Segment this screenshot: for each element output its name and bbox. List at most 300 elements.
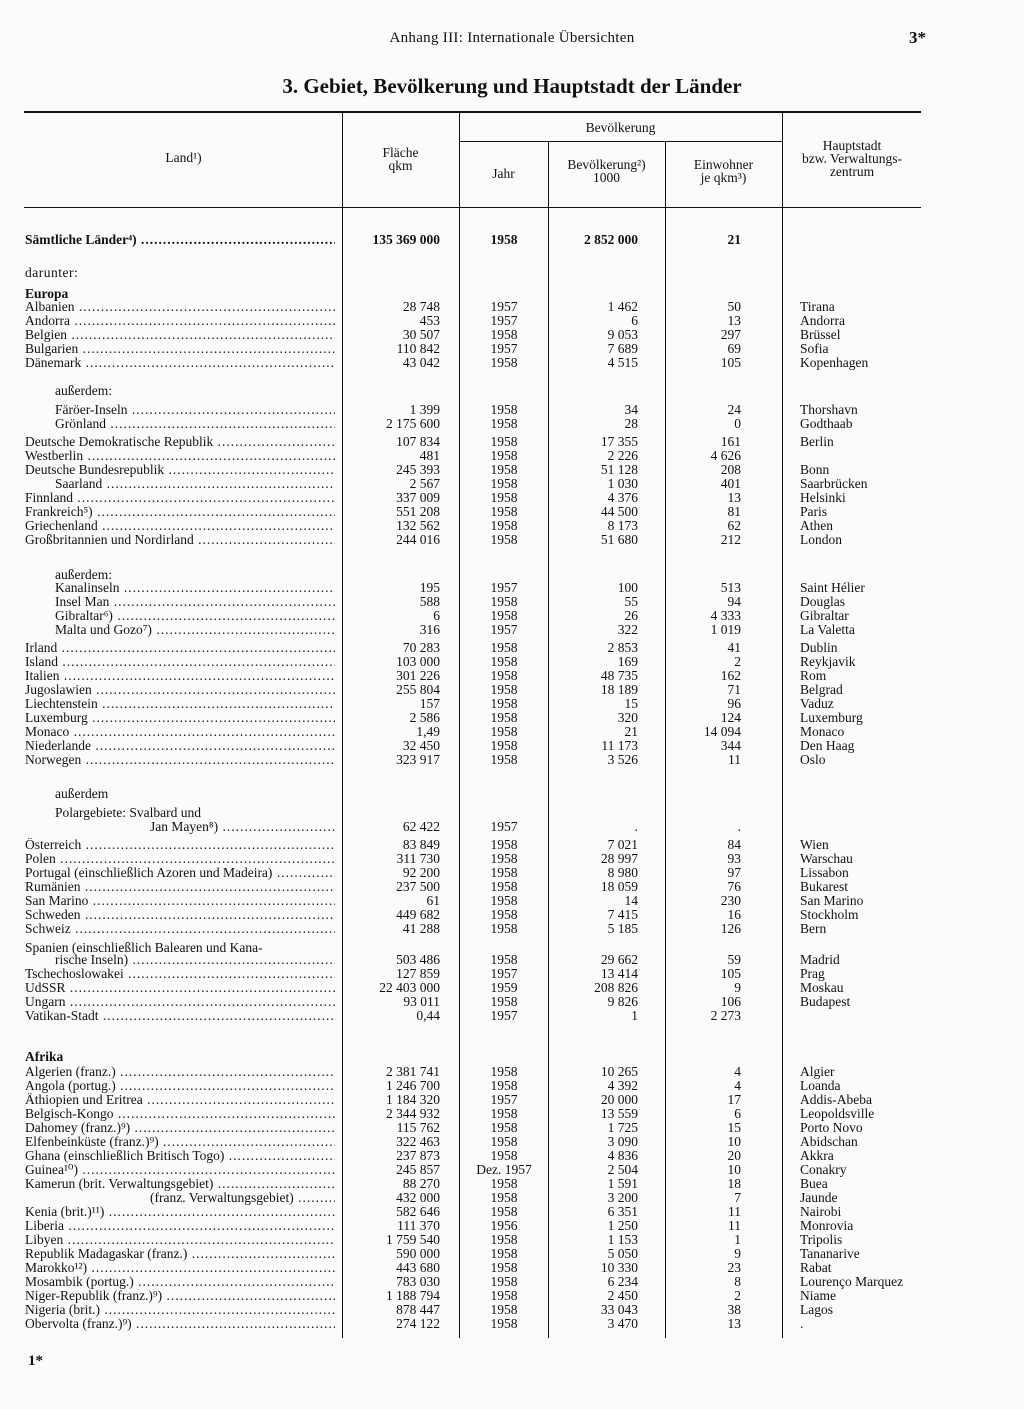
table-row <box>0 1050 1024 1064</box>
cell-land: Westberlin ..... <box>25 449 335 463</box>
cell-bevoelkerung: 3 090 <box>607 1134 638 1149</box>
cell-land: außerdem <box>55 787 109 801</box>
cell-land: Island ..... <box>25 655 335 669</box>
cell-hauptstadt: Niame <box>800 1288 836 1303</box>
cell-flaeche: 1 188 794 <box>386 1288 440 1303</box>
table-row <box>0 1275 1024 1289</box>
table-row <box>0 838 1024 852</box>
cell-land: Marokko¹²) ..... <box>25 1261 335 1275</box>
cell-land: Insel Man ..... <box>55 595 335 609</box>
cell-jahr: 1958 <box>490 1246 518 1261</box>
table-row <box>0 328 1024 342</box>
cell-flaeche: 582 646 <box>396 1204 440 1219</box>
cell-land: Portugal (einschließlich Azoren und Madeira) ..... <box>25 866 335 880</box>
table-row <box>0 739 1024 753</box>
cell-jahr: 1957 <box>490 1008 518 1023</box>
cell-einwohner-je-qkm: 9 <box>734 980 741 995</box>
cell-flaeche: 88 270 <box>402 1176 440 1191</box>
cell-flaeche: 322 463 <box>396 1134 440 1149</box>
cell-hauptstadt: Loanda <box>800 1078 841 1093</box>
cell-hauptstadt: Berlin <box>800 434 834 449</box>
cell-hauptstadt: Tripolis <box>800 1232 843 1247</box>
cell-land: Albanien ..... <box>25 300 335 314</box>
cell-einwohner-je-qkm: . <box>737 819 741 834</box>
cell-jahr: 1957 <box>490 580 518 595</box>
cell-land: Liechtenstein ..... <box>25 697 335 711</box>
table-row <box>0 953 1024 967</box>
table-row <box>0 463 1024 477</box>
cell-flaeche: 30 507 <box>402 327 440 342</box>
cell-bevoelkerung: 7 021 <box>607 837 638 852</box>
table-row <box>0 519 1024 533</box>
cell-jahr: 1958 <box>490 434 518 449</box>
cell-jahr: 1958 <box>490 994 518 1009</box>
table-row <box>0 908 1024 922</box>
cell-hauptstadt: Porto Novo <box>800 1120 863 1135</box>
cell-flaeche: 237 500 <box>396 879 440 894</box>
cell-hauptstadt: Den Haag <box>800 738 855 753</box>
table-row <box>0 314 1024 328</box>
table-row <box>0 1219 1024 1233</box>
cell-flaeche: 245 393 <box>396 462 440 477</box>
cell-bevoelkerung: 34 <box>624 402 638 417</box>
cell-einwohner-je-qkm: 14 094 <box>703 724 741 739</box>
cell-land: Vatikan-Stadt ..... <box>25 1009 335 1023</box>
table-row <box>0 806 1024 820</box>
cell-flaeche: 2 344 932 <box>386 1106 440 1121</box>
cell-jahr: 1958 <box>490 738 518 753</box>
cell-jahr: 1958 <box>490 476 518 491</box>
cell-flaeche: 453 <box>419 313 440 328</box>
cell-bevoelkerung: 13 559 <box>600 1106 638 1121</box>
cell-land: Schweden ..... <box>25 908 335 922</box>
table-row <box>0 300 1024 314</box>
cell-einwohner-je-qkm: 513 <box>720 580 741 595</box>
cell-flaeche: 43 042 <box>402 355 440 370</box>
cell-hauptstadt: Saint Hélier <box>800 580 865 595</box>
cell-bevoelkerung: 2 226 <box>607 448 638 463</box>
cell-jahr: 1958 <box>490 490 518 505</box>
cell-flaeche: 337 009 <box>396 490 440 505</box>
header-jahr: Jahr <box>492 166 515 181</box>
cell-bevoelkerung: 1 462 <box>607 299 638 314</box>
cell-land: Tschechoslowakei ..... <box>25 967 335 981</box>
cell-einwohner-je-qkm: 6 <box>734 1106 741 1121</box>
cell-jahr: 1958 <box>490 952 518 967</box>
cell-hauptstadt: Addis-Abeba <box>800 1092 872 1107</box>
cell-jahr: 1958 <box>490 654 518 669</box>
cell-hauptstadt: Thorshavn <box>800 402 858 417</box>
cell-flaeche: 316 <box>419 622 440 637</box>
cell-jahr: 1958 <box>490 594 518 609</box>
cell-einwohner-je-qkm: 69 <box>727 341 741 356</box>
cell-jahr: 1958 <box>490 668 518 683</box>
table-row <box>0 1289 1024 1303</box>
cell-land: San Marino ..... <box>25 894 335 908</box>
table-row <box>0 581 1024 595</box>
cell-flaeche: 70 283 <box>402 640 440 655</box>
cell-flaeche: 135 369 000 <box>372 232 440 247</box>
cell-hauptstadt: London <box>800 532 842 547</box>
cell-land: Jan Mayen⁸) ..... <box>150 820 335 834</box>
cell-flaeche: 323 917 <box>396 752 440 767</box>
cell-einwohner-je-qkm: 17 <box>727 1092 741 1107</box>
cell-flaeche: 432 000 <box>396 1190 440 1205</box>
cell-flaeche: 588 <box>419 594 440 609</box>
cell-einwohner-je-qkm: 105 <box>720 355 741 370</box>
cell-jahr: Dez. 1957 <box>476 1162 532 1177</box>
header-land: Land¹) <box>165 150 202 165</box>
cell-einwohner-je-qkm: 1 019 <box>710 622 741 637</box>
cell-flaeche: 1 184 320 <box>386 1092 440 1107</box>
cell-jahr: 1957 <box>490 1092 518 1107</box>
cell-bevoelkerung: 44 500 <box>600 504 638 519</box>
cell-einwohner-je-qkm: 93 <box>727 851 741 866</box>
cell-einwohner-je-qkm: 11 <box>728 1218 741 1233</box>
cell-jahr: 1958 <box>490 1134 518 1149</box>
cell-flaeche: 83 849 <box>402 837 440 852</box>
cell-hauptstadt: Nairobi <box>800 1204 842 1219</box>
cell-jahr: 1958 <box>490 907 518 922</box>
cell-land: Rumänien ..... <box>25 880 335 894</box>
cell-einwohner-je-qkm: 126 <box>720 921 741 936</box>
cell-einwohner-je-qkm: 124 <box>720 710 741 725</box>
table-row <box>0 1261 1024 1275</box>
cell-land: Finnland ..... <box>25 491 335 505</box>
cell-einwohner-je-qkm: 9 <box>734 1246 741 1261</box>
cell-flaeche: 32 450 <box>402 738 440 753</box>
cell-einwohner-je-qkm: 4 333 <box>710 608 741 623</box>
table-row <box>0 1149 1024 1163</box>
cell-bevoelkerung: 1 250 <box>607 1218 638 1233</box>
cell-einwohner-je-qkm: 38 <box>727 1302 741 1317</box>
cell-bevoelkerung: 7 415 <box>607 907 638 922</box>
cell-land: Belgisch-Kongo ..... <box>25 1107 335 1121</box>
cell-jahr: 1958 <box>490 1204 518 1219</box>
cell-flaeche: 481 <box>419 448 440 463</box>
table-row <box>0 435 1024 449</box>
cell-jahr: 1957 <box>490 966 518 981</box>
cell-hauptstadt: Stockholm <box>800 907 859 922</box>
cell-hauptstadt: Douglas <box>800 594 845 609</box>
cell-land: Polargebiete: Svalbard und <box>55 806 201 820</box>
cell-flaeche: 449 682 <box>396 907 440 922</box>
cell-einwohner-je-qkm: 76 <box>727 879 741 894</box>
cell-jahr: 1958 <box>490 1120 518 1135</box>
cell-bevoelkerung: 10 330 <box>600 1260 638 1275</box>
cell-flaeche: 783 030 <box>396 1274 440 1289</box>
table-row <box>0 1247 1024 1261</box>
cell-land: Grönland ..... <box>55 417 335 431</box>
footer-mark: 1* <box>28 1353 43 1369</box>
table-row <box>0 981 1024 995</box>
table-row <box>0 1079 1024 1093</box>
cell-bevoelkerung: 1 591 <box>607 1176 638 1191</box>
cell-bevoelkerung: 3 200 <box>607 1190 638 1205</box>
table-row <box>0 1009 1024 1023</box>
cell-hauptstadt: Belgrad <box>800 682 843 697</box>
cell-einwohner-je-qkm: 401 <box>720 476 741 491</box>
cell-land: Ungarn ..... <box>25 995 335 1009</box>
cell-jahr: 1958 <box>490 608 518 623</box>
cell-einwohner-je-qkm: 2 <box>734 1288 741 1303</box>
cell-jahr: 1958 <box>490 462 518 477</box>
cell-bevoelkerung: 6 <box>631 313 638 328</box>
cell-bevoelkerung: 21 <box>624 724 638 739</box>
cell-land: Griechenland ..... <box>25 519 335 533</box>
cell-flaeche: 878 447 <box>396 1302 440 1317</box>
cell-land: Malta und Gozo⁷) ..... <box>55 623 335 637</box>
table-row <box>0 384 1024 398</box>
cell-flaeche: 28 748 <box>402 299 440 314</box>
cell-jahr: 1958 <box>490 355 518 370</box>
cell-bevoelkerung: 28 997 <box>600 851 638 866</box>
cell-bevoelkerung: 48 735 <box>600 668 638 683</box>
cell-jahr: 1958 <box>490 327 518 342</box>
running-head: Anhang III: Internationale Übersichten <box>389 30 635 46</box>
cell-flaeche: 22 403 000 <box>379 980 440 995</box>
cell-land: Deutsche Demokratische Republik ..... <box>25 435 335 449</box>
table-row <box>0 894 1024 908</box>
cell-land: Kenia (brit.)¹¹) ..... <box>25 1205 335 1219</box>
cell-einwohner-je-qkm: 11 <box>728 752 741 767</box>
cell-jahr: 1958 <box>490 851 518 866</box>
cell-jahr: 1958 <box>490 1274 518 1289</box>
cell-bevoelkerung: 1 030 <box>607 476 638 491</box>
cell-flaeche: 157 <box>419 696 440 711</box>
header-einwohner: Einwohner je qkm³) <box>693 157 754 185</box>
cell-hauptstadt: Lissabon <box>800 865 849 880</box>
cell-jahr: 1958 <box>490 1176 518 1191</box>
cell-flaeche: 2 381 741 <box>386 1064 440 1079</box>
cell-einwohner-je-qkm: 4 <box>734 1064 741 1079</box>
cell-bevoelkerung: 7 689 <box>607 341 638 356</box>
cell-land: Gibraltar⁶) ..... <box>55 609 335 623</box>
cell-hauptstadt: Godthaab <box>800 416 853 431</box>
cell-einwohner-je-qkm: 23 <box>727 1260 741 1275</box>
cell-jahr: 1958 <box>490 837 518 852</box>
cell-land: Belgien ..... <box>25 328 335 342</box>
cell-jahr: 1958 <box>490 865 518 880</box>
cell-flaeche: 41 288 <box>402 921 440 936</box>
cell-jahr: 1958 <box>490 448 518 463</box>
cell-flaeche: 2 175 600 <box>386 416 440 431</box>
cell-bevoelkerung: 29 662 <box>600 952 638 967</box>
cell-flaeche: 195 <box>419 580 440 595</box>
cell-hauptstadt: Monrovia <box>800 1218 854 1233</box>
cell-hauptstadt: San Marino <box>800 893 864 908</box>
table-row <box>0 1205 1024 1219</box>
cell-bevoelkerung: 13 414 <box>600 966 638 981</box>
cell-hauptstadt: Rabat <box>800 1260 832 1275</box>
cell-land: Sämtliche Länder⁴) ..... <box>25 233 335 247</box>
cell-land: außerdem: <box>55 384 112 398</box>
cell-einwohner-je-qkm: 18 <box>727 1176 741 1191</box>
cell-flaeche: 92 200 <box>402 865 440 880</box>
cell-flaeche: 2 586 <box>409 710 440 725</box>
cell-hauptstadt: Saarbrücken <box>800 476 868 491</box>
cell-land: Republik Madagaskar (franz.) ..... <box>25 1247 335 1261</box>
table-row <box>0 922 1024 936</box>
header-hauptstadt: Hauptstadt bzw. Verwaltungs- zentrum <box>801 138 903 179</box>
cell-hauptstadt: Gibraltar <box>800 608 849 623</box>
cell-hauptstadt: Luxemburg <box>800 710 863 725</box>
cell-bevoelkerung: 18 189 <box>600 682 638 697</box>
cell-land: Liberia ..... <box>25 1219 335 1233</box>
cell-bevoelkerung: 5 050 <box>607 1246 638 1261</box>
table-row <box>0 852 1024 866</box>
cell-land: Andorra ..... <box>25 314 335 328</box>
cell-bevoelkerung: 4 836 <box>607 1148 638 1163</box>
cell-einwohner-je-qkm: 105 <box>720 966 741 981</box>
cell-einwohner-je-qkm: 10 <box>727 1162 741 1177</box>
cell-land: Österreich ..... <box>25 838 335 852</box>
cell-hauptstadt: Tirana <box>800 299 835 314</box>
cell-hauptstadt: Conakry <box>800 1162 847 1177</box>
cell-jahr: 1958 <box>490 696 518 711</box>
cell-hauptstadt: Paris <box>800 504 827 519</box>
cell-flaeche: 115 762 <box>396 1120 440 1135</box>
cell-bevoelkerung: 208 826 <box>594 980 638 995</box>
page-number: 3* <box>909 28 926 47</box>
cell-land: UdSSR ..... <box>25 981 335 995</box>
cell-land: Niger-Republik (franz.)⁹) ..... <box>25 1289 335 1303</box>
cell-bevoelkerung: 4 515 <box>607 355 638 370</box>
table-row <box>0 753 1024 767</box>
header-bevoelkerung: Bevölkerung <box>585 120 656 135</box>
header-flaeche: Fläche qkm <box>382 145 419 173</box>
cell-bevoelkerung: 8 173 <box>607 518 638 533</box>
table-row <box>0 491 1024 505</box>
cell-flaeche: 132 562 <box>396 518 440 533</box>
cell-bevoelkerung: 15 <box>624 696 638 711</box>
table-row <box>0 1163 1024 1177</box>
cell-land: Niederlande ..... <box>25 739 335 753</box>
cell-land: Spanien (einschließlich Balearen und Kana- <box>25 941 263 955</box>
table-row <box>0 995 1024 1009</box>
cell-einwohner-je-qkm: 81 <box>727 504 741 519</box>
table-row <box>0 697 1024 711</box>
cell-jahr: 1958 <box>490 682 518 697</box>
cell-flaeche: 503 486 <box>396 952 440 967</box>
cell-flaeche: 6 <box>433 608 440 623</box>
cell-einwohner-je-qkm: 96 <box>727 696 741 711</box>
cell-hauptstadt: Prag <box>800 966 825 981</box>
cell-bevoelkerung: 2 853 <box>607 640 638 655</box>
cell-jahr: 1958 <box>490 1148 518 1163</box>
cell-hauptstadt: Lagos <box>800 1302 833 1317</box>
cell-einwohner-je-qkm: 13 <box>727 490 741 505</box>
cell-land: Europa <box>25 287 69 301</box>
cell-flaeche: 1 759 540 <box>386 1232 440 1247</box>
cell-land: Dahomey (franz.)⁹) ..... <box>25 1121 335 1135</box>
cell-hauptstadt: Sofia <box>800 341 829 356</box>
table-row <box>0 669 1024 683</box>
cell-hauptstadt: Jaunde <box>800 1190 838 1205</box>
cell-jahr: 1957 <box>490 819 518 834</box>
cell-land: Afrika <box>25 1050 64 1064</box>
cell-bevoelkerung: 169 <box>617 654 638 669</box>
cell-einwohner-je-qkm: 208 <box>720 462 741 477</box>
cell-flaeche: 0,44 <box>416 1008 440 1023</box>
cell-jahr: 1959 <box>490 980 518 995</box>
cell-flaeche: 443 680 <box>396 1260 440 1275</box>
cell-hauptstadt: . <box>800 1316 804 1331</box>
cell-flaeche: 551 208 <box>396 504 440 519</box>
table-row <box>0 1135 1024 1149</box>
cell-einwohner-je-qkm: 16 <box>727 907 741 922</box>
cell-bevoelkerung: 10 265 <box>600 1064 638 1079</box>
cell-hauptstadt: Monaco <box>800 724 845 739</box>
cell-flaeche: 1 246 700 <box>386 1078 440 1093</box>
header-bevoelkerung-1000: Bevölkerung²) 1000 <box>567 157 646 185</box>
cell-jahr: 1958 <box>490 1288 518 1303</box>
cell-bevoelkerung: 18 059 <box>600 879 638 894</box>
cell-bevoelkerung: 322 <box>617 622 638 637</box>
table-row <box>0 683 1024 697</box>
cell-land: Polen ..... <box>25 852 335 866</box>
cell-jahr: 1958 <box>490 232 518 247</box>
cell-einwohner-je-qkm: 13 <box>727 1316 741 1331</box>
cell-bevoelkerung: 9 826 <box>607 994 638 1009</box>
cell-einwohner-je-qkm: 212 <box>720 532 741 547</box>
cell-hauptstadt: Bonn <box>800 462 830 477</box>
cell-jahr: 1958 <box>490 1064 518 1079</box>
cell-hauptstadt: Rom <box>800 668 827 683</box>
cell-hauptstadt: Warschau <box>800 851 853 866</box>
cell-land: Irland ..... <box>25 641 335 655</box>
cell-land: Ghana (einschließlich Britisch Togo) ..... <box>25 1149 335 1163</box>
cell-hauptstadt: Bukarest <box>800 879 848 894</box>
cell-flaeche: 245 857 <box>396 1162 440 1177</box>
table-row <box>0 449 1024 463</box>
cell-einwohner-je-qkm: 4 <box>734 1078 741 1093</box>
cell-land: Dänemark ..... <box>25 356 335 370</box>
cell-flaeche: 255 804 <box>396 682 440 697</box>
cell-einwohner-je-qkm: 7 <box>734 1190 741 1205</box>
cell-einwohner-je-qkm: 0 <box>734 416 741 431</box>
cell-land: Frankreich⁵) ..... <box>25 505 335 519</box>
cell-bevoelkerung: 51 680 <box>600 532 638 547</box>
table-row <box>0 417 1024 431</box>
table-row <box>0 533 1024 547</box>
table-row <box>0 477 1024 491</box>
cell-land: Algerien (franz.) ..... <box>25 1065 335 1079</box>
cell-hauptstadt: Buea <box>800 1176 828 1191</box>
cell-land: Deutsche Bundesrepublik ..... <box>25 463 335 477</box>
cell-hauptstadt: Budapest <box>800 994 851 1009</box>
table-row <box>0 356 1024 370</box>
cell-flaeche: 110 842 <box>396 341 440 356</box>
cell-bevoelkerung: 17 355 <box>600 434 638 449</box>
cell-hauptstadt: Algier <box>800 1064 835 1079</box>
cell-einwohner-je-qkm: 230 <box>720 893 741 908</box>
cell-land: Angola (portug.) ..... <box>25 1079 335 1093</box>
cell-hauptstadt: Oslo <box>800 752 826 767</box>
cell-bevoelkerung: 20 000 <box>600 1092 638 1107</box>
cell-einwohner-je-qkm: 2 273 <box>710 1008 741 1023</box>
table-row <box>0 1121 1024 1135</box>
cell-jahr: 1958 <box>490 752 518 767</box>
cell-land: Elfenbeinküste (franz.)⁹) ..... <box>25 1135 335 1149</box>
cell-hauptstadt: Athen <box>800 518 833 533</box>
cell-flaeche: 2 567 <box>409 476 440 491</box>
cell-flaeche: 1,49 <box>416 724 440 739</box>
cell-einwohner-je-qkm: 71 <box>727 682 741 697</box>
cell-bevoelkerung: 14 <box>624 893 638 908</box>
cell-einwohner-je-qkm: 4 626 <box>710 448 741 463</box>
cell-hauptstadt: Akkra <box>800 1148 834 1163</box>
